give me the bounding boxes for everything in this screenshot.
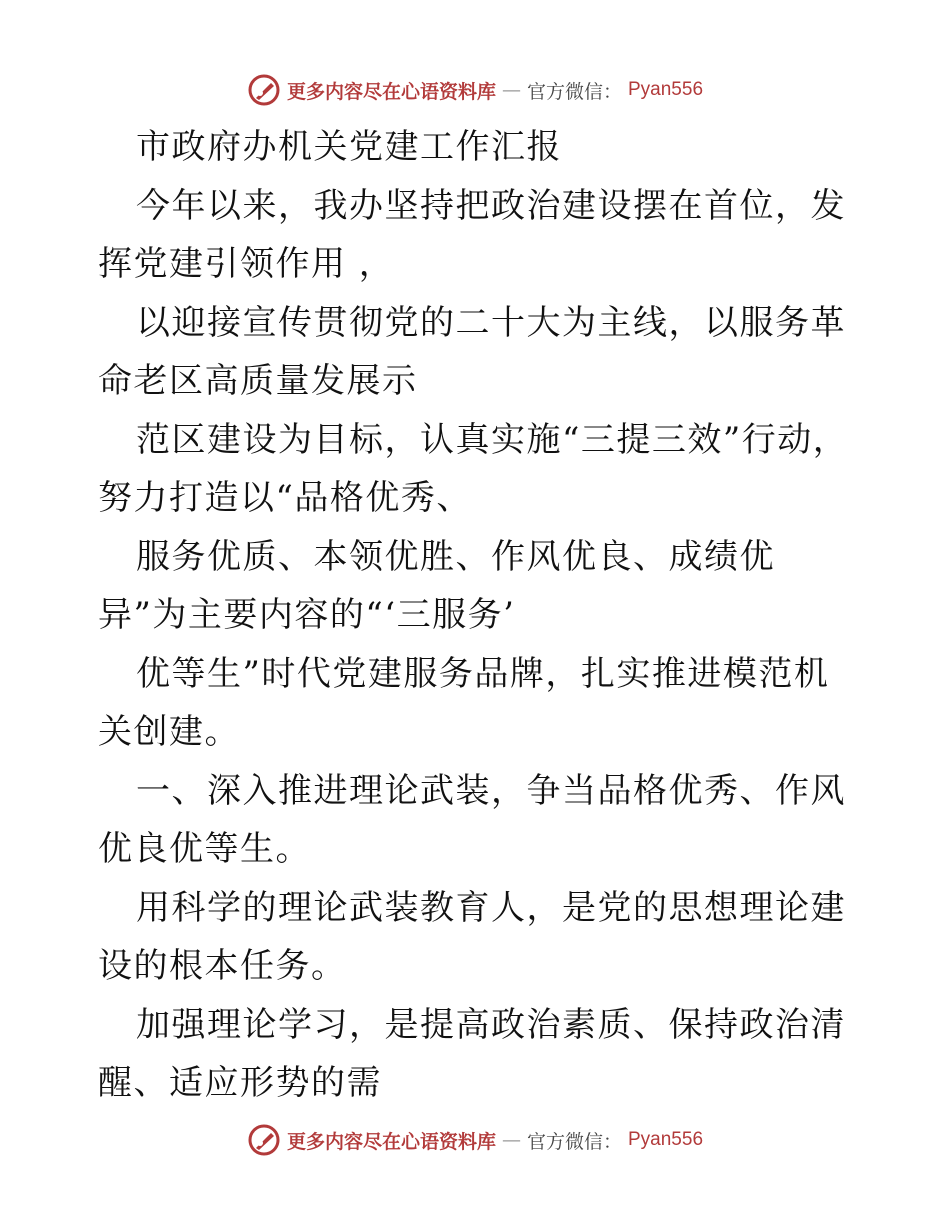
paragraph: 范区建设为目标，认真实施“三提三效”行动，努力打造以“品格优秀、 xyxy=(98,419,849,518)
quill-logo-icon xyxy=(247,1123,281,1157)
paragraph: 加强理论学习，是提高政治素质、保持政治清醒、适应形势的需 xyxy=(98,1004,846,1103)
footer-brand-text: 更多内容尽在心语资料库 xyxy=(286,1130,496,1153)
paragraph: 以迎接宣传贯彻党的二十大为主线，以服务革命老区高质量发展示 xyxy=(98,302,846,401)
footer-wechat-handle: Pyan556 xyxy=(628,1129,704,1150)
paragraph: 今年以来，我办坚持把政治建设摆在首位，发挥党建引领作用 ， xyxy=(98,185,846,284)
paragraph: 服务优质、本领优胜、作风优良、成绩优异”为主要内容的“‘三服务’ xyxy=(98,536,775,635)
header-wechat-handle: Pyan556 xyxy=(628,79,704,100)
header-brand-text: 更多内容尽在心语资料库 xyxy=(286,80,496,103)
footer-watermark xyxy=(0,1120,950,1160)
header-wechat-label: 官方微信： xyxy=(526,80,622,103)
quill-logo-icon xyxy=(247,73,281,107)
header-watermark xyxy=(0,70,950,110)
paragraph: 优等生”时代党建服务品牌，扎实推进模范机关创建。 xyxy=(98,653,830,752)
section-heading: 一、深入推进理论武装，争当品格优秀、作风优良优等生。 xyxy=(98,770,846,869)
paragraph: 用科学的理论武装教育人，是党的思想理论建设的根本任务。 xyxy=(98,887,846,986)
footer-separator: — xyxy=(501,1129,521,1151)
document-body xyxy=(98,118,858,1113)
footer-wechat-label: 官方微信： xyxy=(526,1130,622,1153)
document-title: 市政府办机关党建工作汇报 xyxy=(136,127,562,167)
header-separator: — xyxy=(501,79,521,101)
